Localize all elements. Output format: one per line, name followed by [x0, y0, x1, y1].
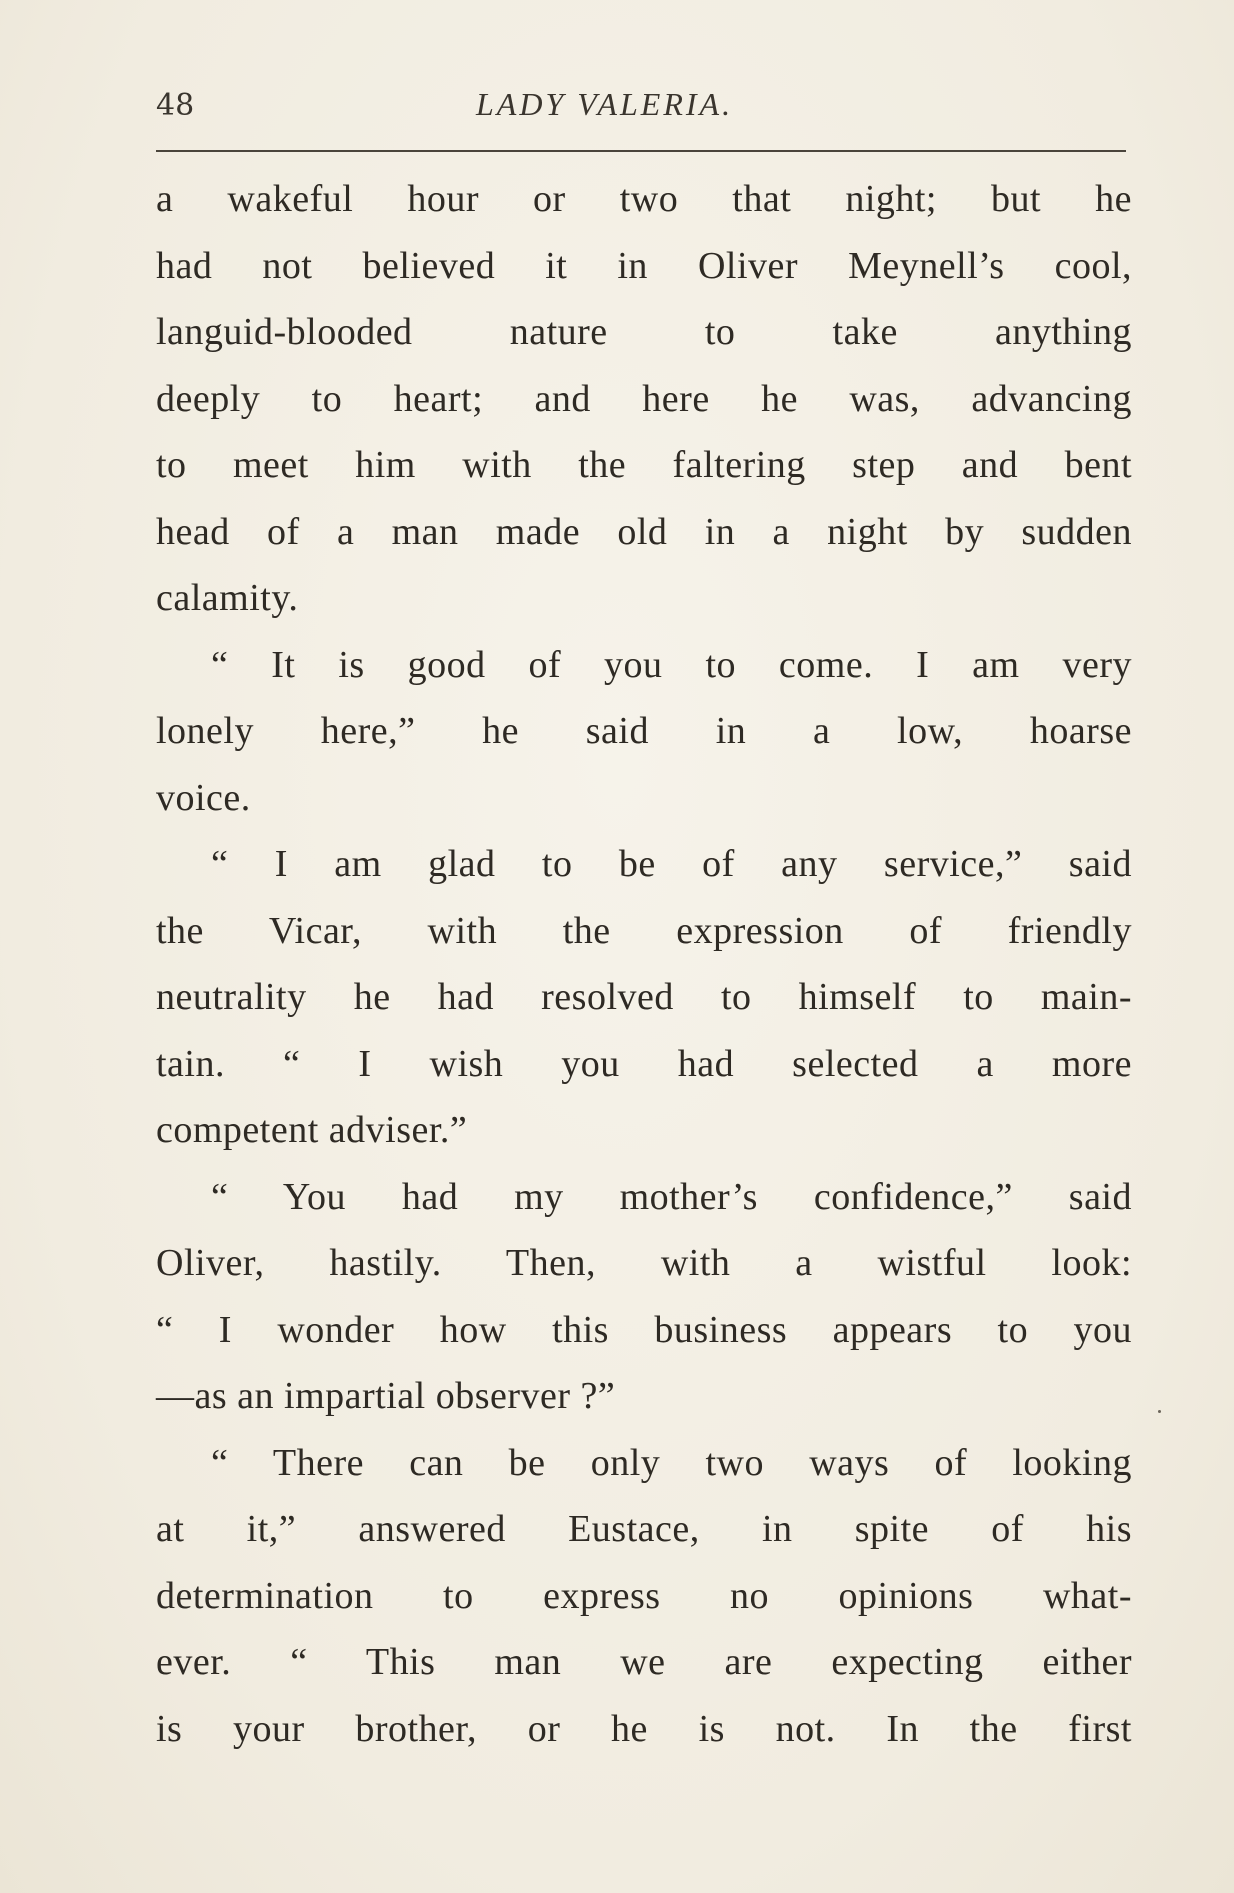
text-line: the Vicar, with the expression of friendly: [156, 909, 1132, 952]
running-title: LADY VALERIA.: [476, 86, 734, 122]
text-line: competent adviser.”: [156, 1109, 468, 1151]
text-line: determination to express no opinions what-: [156, 1574, 1132, 1617]
text-line: is your brother, or he is not. In the first: [156, 1707, 1132, 1750]
text-line: ever. “ This man we are expecting either: [156, 1641, 1132, 1683]
text-line: languid-blooded nature to take anything: [156, 311, 1132, 353]
text-line: “ I wonder how this business appears to you: [156, 1308, 1132, 1351]
text-line: lonely here,” he said in a low, hoarse: [156, 710, 1132, 752]
text-line: —as an impartial observer ?”: [156, 1375, 616, 1417]
text-line: “ You had my mother’s confidence,” said: [211, 1175, 1132, 1218]
text-line: to meet him with the faltering step and bent: [156, 444, 1132, 486]
text-line: neutrality he had resolved to himself to main-: [156, 976, 1132, 1018]
text-line: “ It is good of you to come. I am very: [211, 643, 1132, 686]
text-line: a wakeful hour or two that night; but he: [156, 178, 1132, 220]
text-line: at it,” answered Eustace, in spite of his: [156, 1508, 1132, 1550]
text-line: tain. “ I wish you had selected a more: [156, 1042, 1132, 1085]
body-text: [156, 166, 1132, 1762]
paper-speck: [1158, 1410, 1161, 1413]
text-line: “ I am glad to be of any service,” said: [211, 843, 1132, 885]
text-line: head of a man made old in a night by sudden: [156, 510, 1132, 553]
text-line: had not believed it in Oliver Meynell’s cool,: [156, 244, 1132, 287]
text-line: calamity.: [156, 577, 299, 619]
text-line: voice.: [156, 776, 251, 819]
page-header: [156, 78, 1136, 134]
text-line: “ There can be only two ways of looking: [211, 1441, 1132, 1484]
text-line: Oliver, hastily. Then, with a wistful look:: [156, 1242, 1132, 1284]
text-line: deeply to heart; and here he was, advancing: [156, 377, 1132, 420]
header-rule: [156, 150, 1126, 152]
page-number: 48: [156, 88, 195, 123]
